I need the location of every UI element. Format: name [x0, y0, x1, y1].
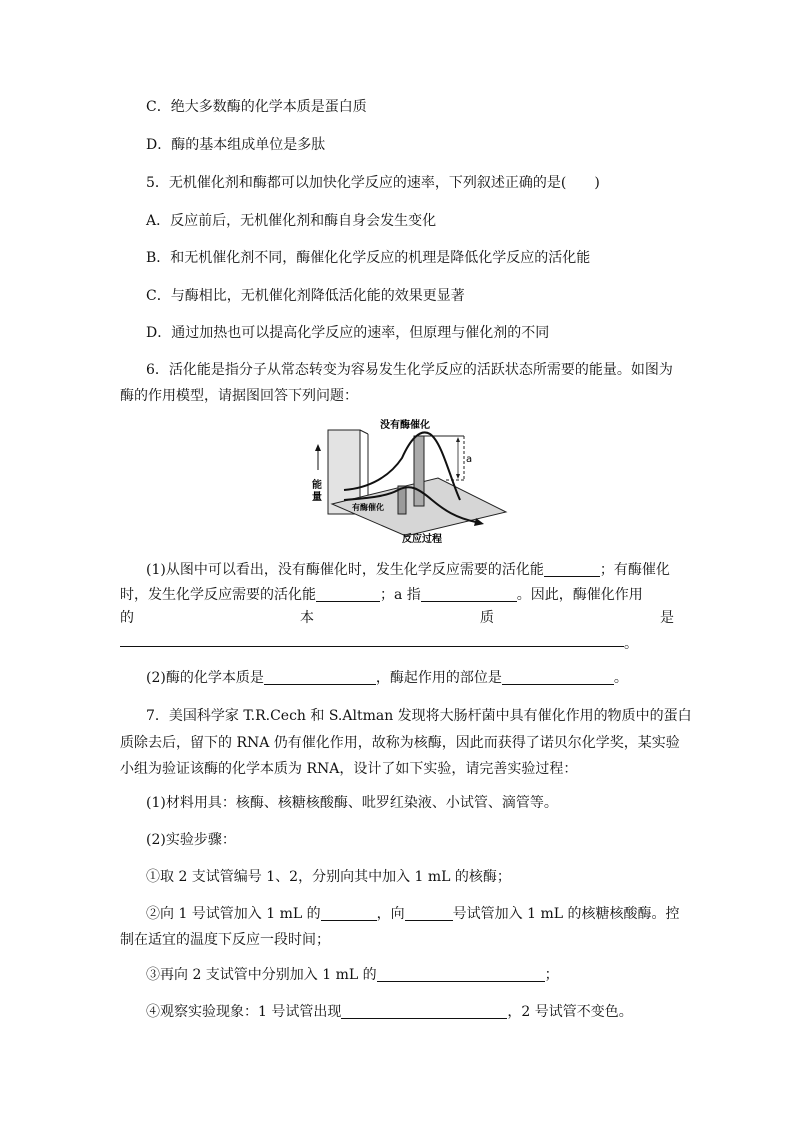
q6-sub2-text2: ，酶起作用的部位是: [375, 670, 502, 686]
q6-sub1-text4: ；a 指: [380, 587, 421, 603]
q6-sub1-line1: [146, 560, 670, 580]
q5-option-a: A．反应前后，无机催化剂和酶自身会发生变化: [146, 213, 437, 229]
q4-option-d: D．酶的基本组成单位是多肽: [146, 137, 326, 153]
q7-blank-4[interactable]: [341, 1004, 507, 1019]
q6-blank-4[interactable]: [120, 646, 624, 647]
q7-step4-text2: ，2 号试管不变色。: [507, 1004, 633, 1020]
q6-sub1-text5: 。因此，酶催化作用: [516, 587, 643, 603]
q6-sub2-text3: 。: [613, 670, 628, 686]
label-energy-1: 能: [312, 480, 322, 491]
q6-sub2-text1: (2)酶的化学本质是: [146, 670, 264, 686]
q6-sub1-text2: ；有酶催化: [599, 562, 670, 578]
q6-sub1-text3: 时，发生化学反应需要的活化能: [120, 587, 316, 603]
q6-blank-6[interactable]: [502, 670, 614, 685]
q7-step2-text1: ②向 1 号试管加入 1 mL 的: [146, 906, 321, 922]
q7-step1: ①取 2 支试管编号 1、2，分别向其中加入 1 mL 的核酶；: [146, 869, 511, 885]
q5-stem: 5．无机催化剂和酶都可以加快化学反应的速率，下列叙述正确的是( ): [146, 175, 600, 191]
q7-stem-line3: 小组为验证该酶的化学本质为 RNA，设计了如下实验，请完善实验过程：: [120, 761, 578, 777]
q6-blank-1[interactable]: [544, 562, 600, 577]
q6-sub1-text1: (1)从图中可以看出，没有酶催化时，发生化学反应需要的活化能: [146, 562, 544, 578]
label-a: a: [466, 454, 473, 465]
q6-sub1-line3: [120, 608, 674, 628]
q6-sub2: [146, 668, 628, 688]
q7-materials: (1)材料用具：核酶、核糖核酸酶、吡罗红染液、小试管、滴管等。: [146, 795, 558, 811]
q7-stem-line2: 质除去后，留下的 RNA 仍有催化作用，故称为核酶，因此而获得了诺贝尔化学奖，某实验: [120, 735, 680, 751]
q7-step2-line2: 制在适宜的温度下反应一段时间；: [120, 932, 330, 948]
q6-blank-2[interactable]: [316, 587, 380, 602]
q5-option-c: C．与酶相比，无机催化剂降低活化能的效果更显著: [146, 288, 465, 304]
label-with-enzyme: 有酶催化: [352, 503, 384, 512]
label-reaction-process: 反应过程: [402, 534, 442, 544]
q7-step2-text3: 号试管加入 1 mL 的核糖核酸酶。控: [452, 906, 680, 922]
q7-blank-3[interactable]: [377, 967, 545, 982]
q6-stem-line1: 6．活化能是指分子从常态转变为容易发生化学反应的活跃状态所需要的能量。如图为: [146, 362, 673, 378]
q6-sub1-end: 。: [624, 636, 638, 652]
label-no-enzyme: 没有酶催化: [380, 420, 430, 431]
q5-option-d: D．通过加热也可以提高化学反应的速率，但原理与催化剂的不同: [146, 325, 550, 341]
q6-char-1: 的: [120, 610, 134, 626]
q4-option-c: C．绝大多数酶的化学本质是蛋白质: [146, 99, 367, 115]
q7-step4-text1: ④观察实验现象：1 号试管出现: [146, 1004, 342, 1020]
q5-option-b: B．和无机催化剂不同，酶催化化学反应的机理是降低化学反应的活化能: [146, 250, 591, 266]
q7-step4: [146, 1002, 633, 1022]
q6-sub1-line2: [120, 585, 643, 605]
q6-char-2: 本: [300, 610, 314, 626]
q7-blank-2[interactable]: [405, 906, 453, 921]
q7-step3: [146, 965, 559, 985]
q7-step3-text2: ；: [544, 967, 559, 983]
q7-blank-1[interactable]: [321, 906, 377, 921]
q7-step2-text2: ，向: [376, 906, 405, 922]
enzyme-model-figure: [310, 418, 510, 544]
q6-char-3: 质: [480, 610, 494, 626]
q6-char-4: 是: [660, 610, 674, 626]
q7-step2: [146, 904, 679, 924]
q7-step3-text1: ③再向 2 支试管中分别加入 1 mL 的: [146, 967, 377, 983]
q7-steps-title: (2)实验步骤：: [146, 832, 236, 848]
label-energy-2: 量: [312, 492, 322, 503]
q6-blank-5[interactable]: [264, 670, 376, 685]
q7-stem-line1: 7．美国科学家 T.R.Cech 和 S.Altman 发现将大肠杆菌中具有催化作用的物质中的蛋白: [146, 708, 692, 724]
q6-blank-3[interactable]: [421, 587, 517, 602]
q6-stem-line2: 酶的作用模型，请据图回答下列问题：: [120, 388, 358, 404]
